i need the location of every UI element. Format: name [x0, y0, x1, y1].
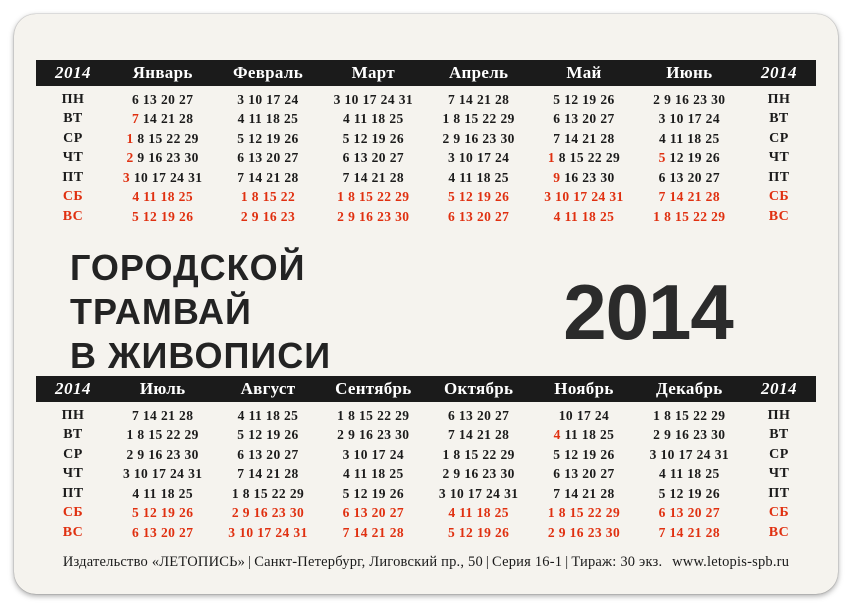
day-numbers: 5 12 19 26 [658, 485, 720, 501]
calendar-row [36, 110, 816, 130]
publisher-address: Санкт-Петербург, Лиговский пр., 50 [254, 554, 483, 570]
day-numbers: 4 11 18 25 [343, 111, 404, 127]
weekday-label-left-ПТ: ПТ [62, 485, 84, 501]
day-numbers: 2 9 16 23 30 [231, 505, 305, 521]
day-numbers: 2 9 16 23 30 [337, 208, 410, 224]
day-numbers: 2 9 16 23 30 [653, 427, 726, 443]
day-numbers: 2 9 16 23 30 [126, 446, 199, 462]
title-line-2: В ЖИВОПИСИ [70, 334, 332, 376]
day-numbers: 1 8 15 22 29 [337, 189, 410, 205]
day-numbers: 3 10 17 24 31 [544, 189, 624, 205]
calendar-theme-title [36, 246, 498, 378]
month-header-bar-first-half [36, 60, 816, 86]
month-label-july: Июль [139, 379, 186, 398]
weekday-label-right-ПТ: ПТ [768, 169, 790, 185]
weekday-label-right-ВТ: ВТ [769, 111, 789, 127]
day-numbers: 4 11 18 25 [132, 189, 193, 205]
day-numbers: 6 13 20 27 [658, 505, 720, 521]
weekday-label-left-ПН: ПН [61, 91, 85, 107]
weekday-label-left-СР: СР [63, 130, 83, 146]
month-label-january: Январь [132, 63, 193, 82]
day-numbers: 10 17 24 [558, 407, 610, 423]
day-numbers: 7 14 21 28 [553, 485, 615, 501]
calendar-row [36, 406, 816, 426]
day-numbers: 3 10 17 24 31 [122, 169, 203, 185]
day-numbers: 7 14 21 28 [553, 130, 615, 146]
day-numbers: 5 12 19 26 [447, 524, 510, 540]
title-line-1: ГОРОДСКОЙ ТРАМВАЙ [70, 247, 306, 333]
header-year-left: 2014 [55, 63, 91, 82]
day-numbers: 5 12 19 26 [342, 130, 404, 146]
day-numbers: 1 8 15 22 29 [547, 505, 621, 521]
weekday-label-left-ВС: ВС [62, 524, 84, 540]
day-numbers: 6 13 20 27 [658, 169, 720, 185]
month-label-march: Март [351, 63, 395, 82]
weekday-label-right-ПТ: ПТ [768, 485, 790, 501]
day-numbers: 1 8 15 22 29 [653, 208, 726, 224]
day-numbers: 4 11 18 25 [658, 130, 720, 146]
day-numbers: 3 10 17 24 31 [333, 91, 414, 107]
weekday-label-right-ВТ: ВТ [769, 427, 789, 443]
day-numbers: 5 12 19 26 [342, 485, 404, 501]
day-numbers: 7 14 21 28 [658, 189, 720, 205]
day-cells [110, 486, 742, 502]
day-cells [110, 466, 742, 482]
weekday-label-right-ВС: ВС [768, 208, 790, 224]
weekday-label-right-ПН: ПН [767, 91, 791, 107]
day-numbers: 6 13 20 27 [131, 524, 194, 540]
day-numbers: 3 10 17 24 31 [438, 485, 519, 501]
publisher-name: Издательство «ЛЕТОПИСЬ» [62, 554, 246, 570]
day-numbers: 4 11 18 25 [553, 208, 615, 224]
day-cells [110, 189, 742, 205]
calendar-row [36, 129, 816, 149]
calendar-row [36, 426, 816, 446]
day-numbers: 5 12 19 26 [658, 150, 720, 166]
day-numbers: 4 11 18 25 [553, 427, 615, 443]
calendar-row [36, 90, 816, 110]
weekday-label-left-ВТ: ВТ [63, 111, 83, 127]
day-numbers: 6 13 20 27 [553, 466, 615, 482]
weekday-label-right-СР: СР [769, 130, 789, 146]
day-numbers: 3 10 17 24 31 [122, 466, 203, 482]
day-cells [110, 92, 742, 108]
day-numbers: 1 8 15 22 [240, 189, 296, 205]
day-cells [110, 209, 742, 225]
weekday-label-right-ВС: ВС [768, 524, 790, 540]
month-label-september: Сентябрь [335, 379, 412, 398]
website-url[interactable]: www.letopis-spb.ru [672, 554, 790, 570]
day-numbers: 5 12 19 26 [553, 446, 615, 462]
calendar-row [36, 523, 816, 543]
day-cells [110, 427, 742, 443]
day-numbers: 5 12 19 26 [131, 208, 194, 224]
weekday-label-left-ПН: ПН [61, 407, 85, 423]
day-numbers: 6 13 20 27 [237, 446, 299, 462]
day-numbers: 3 10 17 24 [342, 446, 404, 462]
day-numbers: 3 10 17 24 [658, 111, 720, 127]
calendar-row [36, 484, 816, 504]
big-year: 2014 [563, 268, 733, 356]
day-numbers: 4 11 18 25 [237, 111, 299, 127]
day-numbers: 4 11 18 25 [132, 485, 193, 501]
weekday-label-right-СБ: СБ [768, 505, 790, 521]
day-numbers: 3 10 17 24 [447, 150, 510, 166]
day-cells [110, 447, 742, 463]
day-numbers: 2 9 16 23 30 [126, 150, 199, 166]
calendar-row [36, 149, 816, 169]
day-numbers: 4 11 18 25 [343, 466, 404, 482]
weekday-label-right-СР: СР [769, 446, 789, 462]
title-block [36, 247, 816, 376]
day-numbers: 1 8 15 22 29 [547, 150, 621, 166]
day-numbers: 4 11 18 25 [658, 466, 720, 482]
weekday-label-left-ВТ: ВТ [63, 427, 83, 443]
header-year-right: 2014 [761, 63, 797, 82]
day-numbers: 3 10 17 24 31 [228, 524, 308, 540]
day-numbers: 6 13 20 27 [342, 505, 404, 521]
weekday-label-left-ВС: ВС [62, 208, 84, 224]
footer-sep-4 [662, 554, 672, 570]
day-numbers: 6 13 20 27 [237, 150, 299, 166]
day-numbers: 1 8 15 22 29 [231, 485, 305, 501]
month-label-october: Октябрь [443, 379, 514, 398]
calendar-grid-second-half [36, 406, 816, 543]
day-numbers: 2 9 16 23 30 [442, 130, 515, 146]
day-numbers: 1 8 15 22 29 [337, 407, 410, 423]
imprint-footer [36, 554, 816, 571]
day-numbers: 5 12 19 26 [237, 427, 299, 443]
weekday-label-left-СР: СР [63, 446, 83, 462]
day-cells [110, 525, 742, 541]
calendar-grid-first-half [36, 90, 816, 227]
month-label-august: Август [240, 379, 296, 398]
month-label-april: Апрель [448, 63, 509, 82]
weekday-label-right-ЧТ: ЧТ [768, 466, 790, 482]
day-numbers: 1 8 15 22 29 [126, 427, 199, 443]
day-numbers: 7 14 21 28 [237, 466, 299, 482]
calendar-row [36, 465, 816, 485]
weekday-label-left-ЧТ: ЧТ [62, 150, 84, 166]
day-numbers: 5 12 19 26 [237, 130, 299, 146]
calendar-row [36, 207, 816, 227]
day-numbers: 7 14 21 28 [447, 427, 510, 443]
month-header-bar-second-half [36, 376, 816, 402]
weekday-label-right-СБ: СБ [768, 189, 790, 205]
calendar-row [36, 445, 816, 465]
day-numbers: 5 12 19 26 [553, 91, 615, 107]
day-numbers: 3 10 17 24 31 [649, 446, 730, 462]
day-numbers: 2 9 16 23 30 [547, 524, 621, 540]
day-numbers: 7 14 21 28 [342, 524, 404, 540]
day-numbers: 7 14 21 28 [658, 524, 720, 540]
header-year-right-2: 2014 [761, 379, 797, 398]
calendar-row [36, 188, 816, 208]
day-cells [110, 150, 742, 166]
day-numbers: 2 9 16 23 30 [442, 466, 515, 482]
day-numbers: 6 13 20 27 [447, 208, 510, 224]
day-numbers: 1 8 15 22 29 [442, 111, 515, 127]
day-numbers: 6 13 20 27 [131, 91, 194, 107]
day-cells [110, 170, 742, 186]
month-label-may: Май [566, 63, 602, 82]
calendar-row [36, 168, 816, 188]
weekday-label-left-СБ: СБ [62, 505, 84, 521]
day-numbers: 6 13 20 27 [342, 150, 404, 166]
month-label-february: Февраль [232, 63, 304, 82]
series-code: Серия 16-1 [492, 554, 563, 570]
day-numbers: 1 8 15 22 29 [126, 130, 199, 146]
day-numbers: 4 11 18 25 [448, 169, 509, 185]
day-cells [110, 408, 742, 424]
month-names-first-half [110, 63, 742, 83]
day-numbers: 2 9 16 23 30 [653, 91, 726, 107]
day-numbers: 7 14 21 28 [237, 169, 299, 185]
weekday-label-right-ЧТ: ЧТ [768, 150, 790, 166]
footer-sep-3: | [565, 554, 569, 570]
month-label-december: Декабрь [656, 379, 723, 398]
day-numbers: 9 16 23 30 [553, 169, 615, 185]
footer-sep-2: | [485, 554, 490, 570]
print-run: Тираж: 30 экз. [571, 554, 663, 570]
day-numbers: 6 13 20 27 [553, 111, 615, 127]
weekday-label-left-ПТ: ПТ [62, 169, 84, 185]
calendar-row [36, 504, 816, 524]
day-cells [110, 505, 742, 521]
day-cells [110, 111, 742, 127]
day-numbers: 7 14 21 28 [131, 111, 194, 127]
month-label-june: Июнь [666, 63, 713, 82]
day-numbers: 2 9 16 23 30 [337, 427, 410, 443]
footer-sep-1: | [248, 554, 252, 570]
weekday-label-left-СБ: СБ [62, 189, 84, 205]
day-numbers: 7 14 21 28 [131, 407, 194, 423]
day-numbers: 4 11 18 25 [448, 505, 509, 521]
pocket-calendar-card [14, 14, 838, 594]
month-names-second-half [110, 379, 742, 399]
day-numbers: 3 10 17 24 [237, 91, 299, 107]
day-numbers: 4 11 18 25 [237, 407, 299, 423]
weekday-label-left-ЧТ: ЧТ [62, 466, 84, 482]
day-numbers: 7 14 21 28 [342, 169, 404, 185]
day-numbers: 1 8 15 22 29 [653, 407, 726, 423]
day-numbers: 7 14 21 28 [447, 91, 510, 107]
month-label-november: Ноябрь [554, 379, 614, 398]
day-numbers: 5 12 19 26 [131, 505, 194, 521]
header-year-left-2: 2014 [55, 379, 91, 398]
day-numbers: 1 8 15 22 29 [442, 446, 515, 462]
day-cells [110, 131, 742, 147]
day-numbers: 5 12 19 26 [447, 189, 510, 205]
day-numbers: 2 9 16 23 [240, 208, 296, 224]
day-numbers: 6 13 20 27 [447, 407, 510, 423]
weekday-label-right-ПН: ПН [767, 407, 791, 423]
